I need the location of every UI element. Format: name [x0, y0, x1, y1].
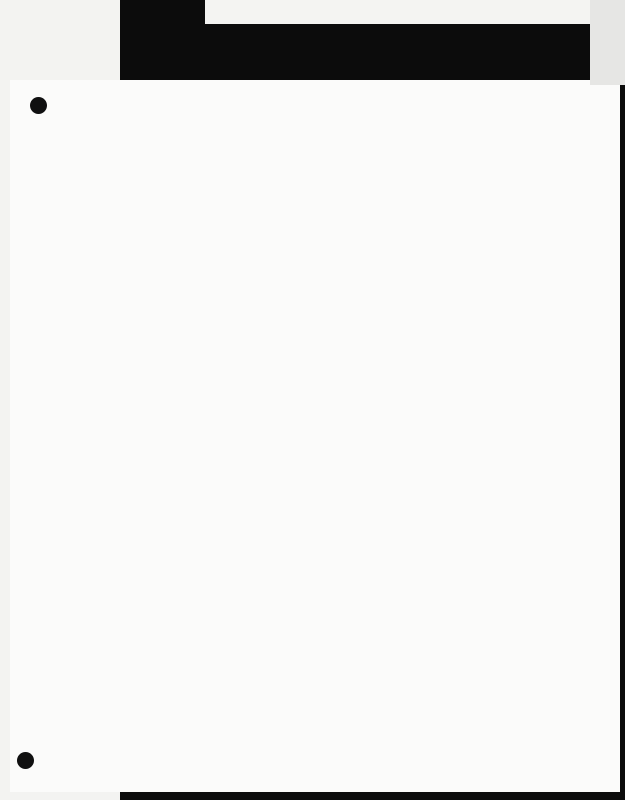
- left-page-figure: [0, 150, 110, 390]
- top-paper-strip: [205, 0, 625, 24]
- right-paper-edge: [590, 0, 625, 85]
- left-figure-chart: [0, 150, 110, 390]
- binder-hole-bottom: [17, 752, 34, 769]
- binder-hole-top: [30, 97, 47, 114]
- figure-2: [175, 143, 350, 368]
- figure-2-chart: [175, 143, 350, 368]
